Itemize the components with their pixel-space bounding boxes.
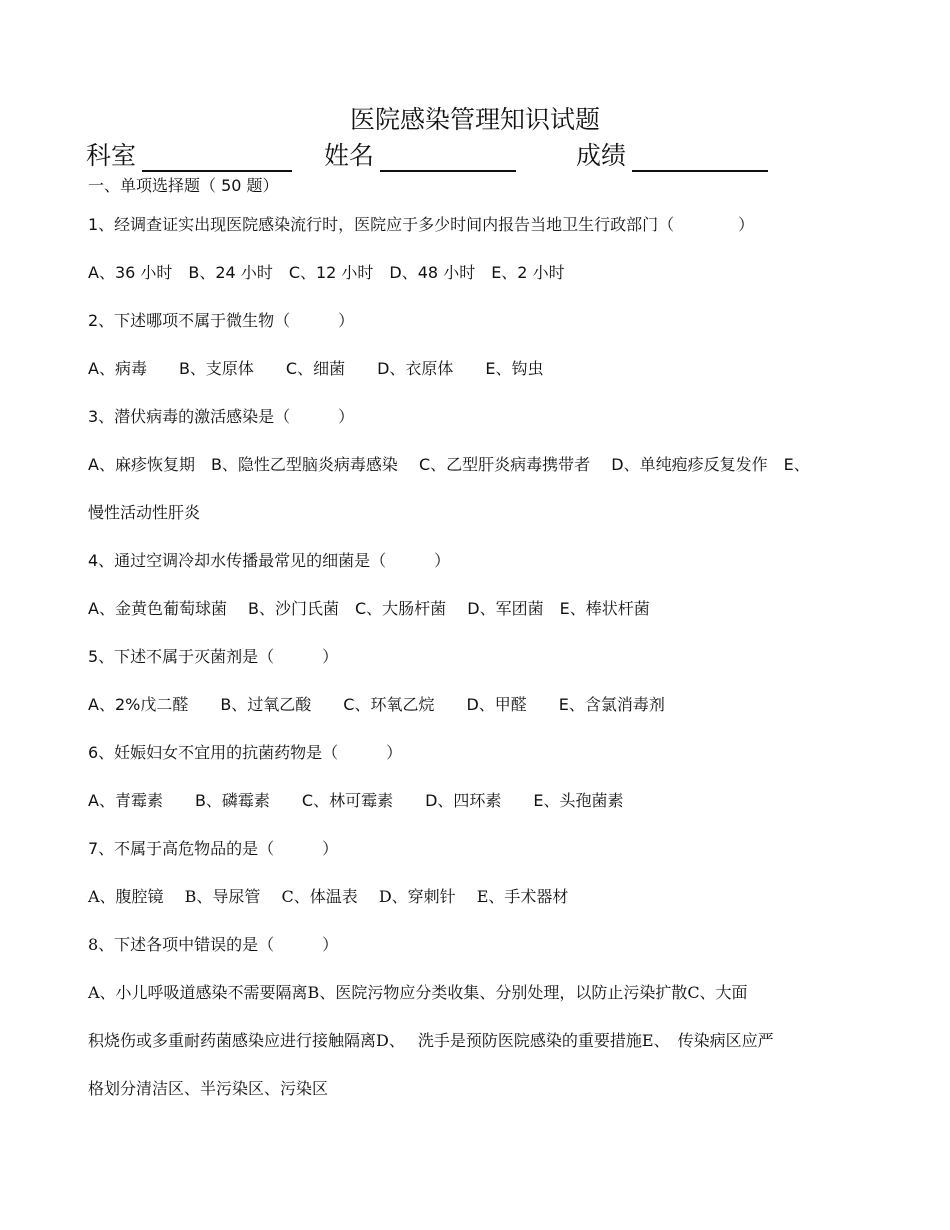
score-field — [576, 136, 768, 172]
question-7: 7、不属于高危物品的是（ ） — [88, 839, 339, 858]
question-3: 3、潜伏病毒的激活感染是（ ） — [88, 407, 355, 426]
info-row — [86, 136, 886, 176]
name-field — [324, 136, 516, 172]
options-2: A、病毒 B、支原体 C、细菌 D、衣原体 E、钩虫 — [88, 359, 544, 378]
question-5: 5、下述不属于灭菌剂是（ ） — [88, 647, 339, 666]
section-heading: 一、单项选择题（ 50 题） — [88, 176, 279, 195]
options-1: A、36 小时 B、24 小时 C、12 小时 D、48 小时 E、2 小时 — [88, 263, 565, 282]
options-6: A、青霉素 B、磷霉素 C、林可霉素 D、四环素 E、头孢菌素 — [88, 791, 624, 810]
question-8: 8、下述各项中错误的是（ ） — [88, 935, 339, 954]
department-field — [86, 136, 292, 172]
options-4: A、金黄色葡萄球菌 B、沙门氏菌 C、大肠杆菌 D、军团菌 E、棒状杆菌 — [88, 599, 650, 618]
options-8-continued: 积烧伤或多重耐药菌感染应进行接触隔离D、 洗手是预防医院感染的重要措施E、 传染病区应严 — [88, 1031, 774, 1050]
options-8-end: 格划分清洁区、半污染区、污染区 — [88, 1079, 329, 1098]
exam-title: 医院感染管理知识试题 — [349, 105, 600, 134]
name-label: 姓名 — [324, 141, 375, 170]
options-7: A、腹腔镜 B、导尿管 C、体温表 D、穿刺针 E、手术器材 — [88, 887, 569, 906]
options-3-continued: 慢性活动性肝炎 — [88, 503, 201, 522]
options-3: A、麻疹恢复期 B、隐性乙型脑炎病毒感染 C、乙型肝炎病毒携带者 D、单纯疱疹反复发作 E、 — [88, 455, 810, 474]
department-label: 科室 — [86, 141, 137, 170]
question-6: 6、妊娠妇女不宜用的抗菌药物是（ ） — [88, 743, 403, 762]
question-4: 4、通过空调冷却水传播最常见的细菌是（ ） — [88, 551, 451, 570]
options-8: A、小儿呼吸道感染不需要隔离B、医院污物应分类收集、分别处理，以防止污染扩散C、大面 — [88, 983, 748, 1002]
department-blank[interactable] — [142, 144, 292, 172]
score-blank[interactable] — [632, 144, 768, 172]
score-label: 成绩 — [576, 141, 627, 170]
question-1: 1、经调查证实出现医院感染流行时，医院应于多少时间内报告当地卫生行政部门（ ） — [88, 215, 755, 234]
name-blank[interactable] — [380, 144, 516, 172]
options-5: A、2%戊二醛 B、过氧乙酸 C、环氧乙烷 D、甲醛 E、含氯消毒剂 — [88, 695, 665, 714]
question-2: 2、下述哪项不属于微生物（ ） — [88, 311, 355, 330]
